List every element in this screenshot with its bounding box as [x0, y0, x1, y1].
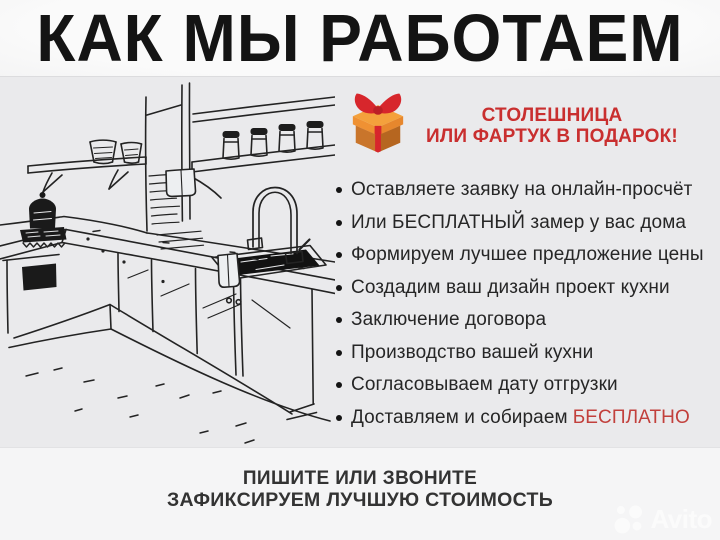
step-text: Доставляем и собираем	[351, 406, 568, 428]
promo-line2: ИЛИ ФАРТУК В ПОДАРОК!	[426, 126, 678, 147]
kitchen-sketch-illustration	[0, 81, 335, 449]
step-text: Согласовываем дату отгрузки	[351, 374, 618, 395]
content	[0, 76, 720, 448]
footer	[0, 447, 720, 540]
shelf-jars	[223, 121, 324, 159]
steps-list	[336, 179, 716, 439]
step-item	[336, 407, 716, 430]
step-item	[336, 212, 716, 235]
avito-logo-text: Avito	[650, 504, 712, 534]
oven-window	[22, 264, 57, 291]
floor-dashes	[26, 368, 254, 443]
step-item	[336, 277, 716, 300]
step-item	[336, 244, 716, 267]
page-title: КАК МЫ РАБОТАЕМ	[36, 0, 684, 76]
bullet-dot	[336, 252, 342, 258]
promo-banner	[348, 90, 684, 154]
bullet-dot	[336, 285, 342, 291]
bullet-dot	[336, 220, 342, 226]
step-text: Или БЕСПЛАТНЫЙ замер у вас дома	[351, 211, 687, 233]
bullet-dot	[336, 415, 342, 421]
step-text: Создадим ваш дизайн проект кухни	[351, 276, 670, 298]
promo-line1: СТОЛЕШНИЦА	[481, 105, 623, 126]
step-text: Оставляете заявку на онлайн-просчёт	[351, 179, 693, 200]
step-text: Формируем лучшее предложение цены	[351, 244, 704, 265]
step-item	[336, 309, 716, 332]
step-text: Заключение договора	[351, 309, 547, 330]
avito-logo-icon	[611, 502, 645, 536]
stove-burner	[20, 227, 67, 247]
gift-icon	[348, 90, 408, 154]
avito-watermark	[611, 502, 712, 536]
bullet-dot	[336, 382, 342, 388]
stove-pot	[29, 192, 56, 229]
footer-line2: ЗАФИКСИРУЕМ ЛУЧШУЮ СТОИМОСТЬ	[166, 489, 554, 511]
header	[0, 0, 720, 77]
bullet-dot	[336, 350, 342, 356]
promo-text	[420, 105, 684, 147]
step-item	[336, 374, 716, 397]
step-highlight: БЕСПЛАТНО	[572, 406, 690, 428]
footer-line1: ПИШИТЕ ИЛИ ЗВОНИТЕ	[242, 468, 478, 489]
bullet-dot	[336, 317, 342, 323]
step-item	[336, 179, 716, 202]
bullet-dot	[336, 187, 342, 193]
step-item	[336, 342, 716, 365]
step-text: Производство вашей кухни	[351, 341, 594, 363]
